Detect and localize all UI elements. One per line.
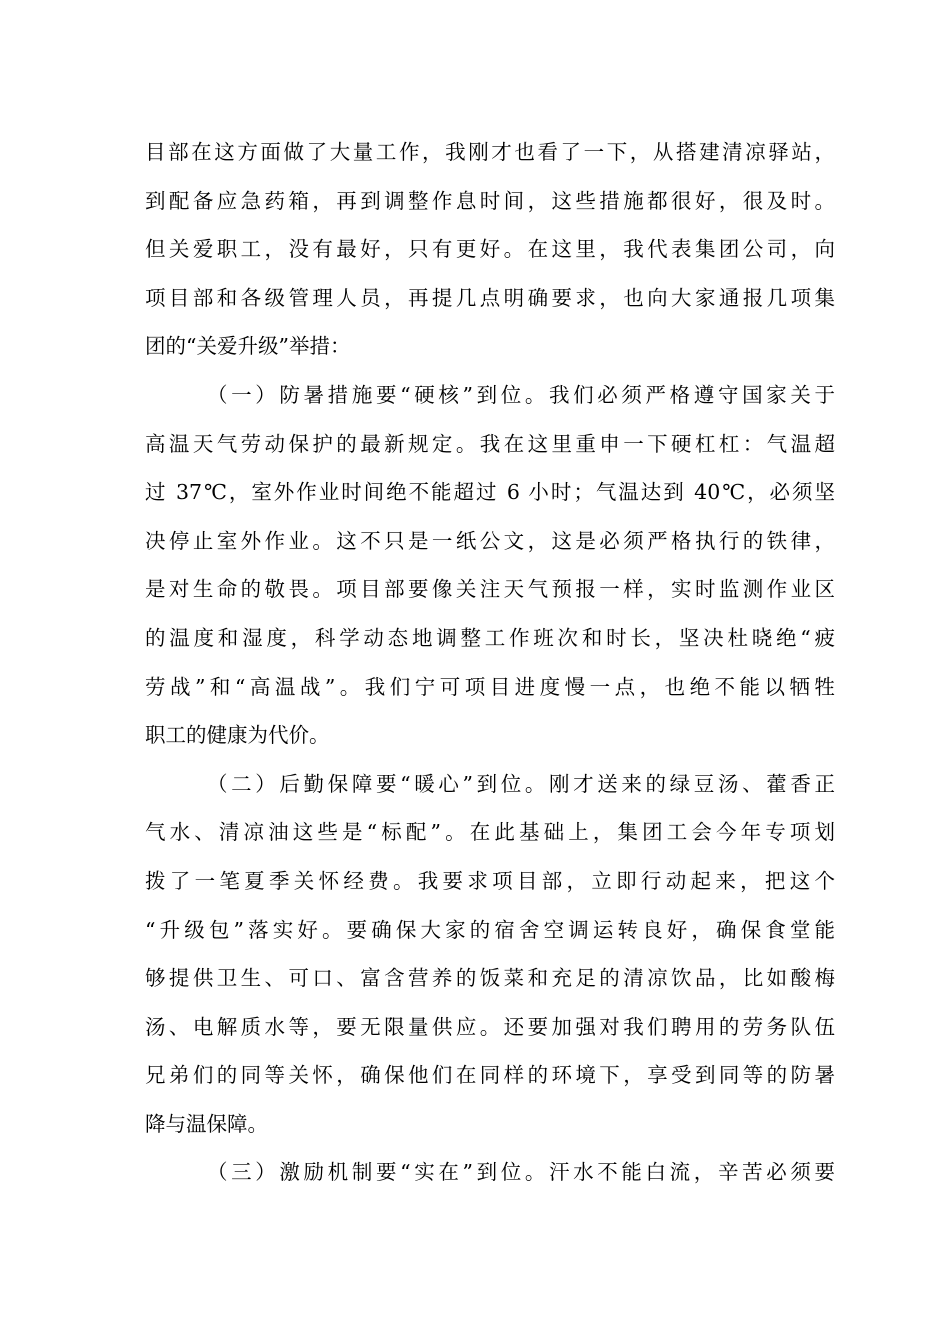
text-line: 职工的健康为代价。	[145, 723, 330, 748]
text-line: （三）激励机制要“实在”到位。汗水不能白流，辛苦必须要	[207, 1160, 835, 1185]
paragraph-section-3	[145, 1148, 835, 1197]
text-line: 兄弟们的同等关怀，确保他们在同样的环境下，享受到同等的防暑	[145, 1063, 835, 1088]
text-line: 的温度和湿度，科学动态地调整工作班次和时长，坚决杜晓绝“疲	[145, 625, 835, 650]
text-line: 劳战”和“高温战”。我们宁可项目进度慢一点，也绝不能以牺牲	[145, 674, 835, 699]
text-line: “升级包”落实好。要确保大家的宿舍空调运转良好，确保食堂能	[145, 917, 835, 942]
text-line: 到配备应急药箱，再到调整作息时间，这些措施都很好，很及时。	[145, 188, 835, 213]
text-line: （一）防暑措施要“硬核”到位。我们必须严格遵守国家关于	[207, 382, 835, 407]
text-line: 汤、电解质水等，要无限量供应。还要加强对我们聘用的劳务队伍	[145, 1014, 835, 1039]
paragraph-section-1	[145, 371, 835, 760]
text-line: 决停止室外作业。这不只是一纸公文，这是必须严格执行的铁律，	[145, 528, 835, 553]
text-line: 够提供卫生、可口、富含营养的饭菜和充足的清凉饮品，比如酸梅	[145, 966, 835, 991]
text-line: 目部在这方面做了大量工作，我刚才也看了一下，从搭建清凉驿站，	[145, 140, 835, 164]
paragraph-intro	[145, 128, 835, 371]
text-line: 气水、清凉油这些是“标配”。在此基础上，集团工会今年专项划	[145, 820, 835, 845]
text-line: 高温天气劳动保护的最新规定。我在这里重申一下硬杠杠：气温超	[145, 431, 835, 456]
text-line: 是对生命的敬畏。项目部要像关注天气预报一样，实时监测作业区	[145, 577, 835, 602]
text-line: 拨了一笔夏季关怀经费。我要求项目部，立即行动起来，把这个	[145, 868, 835, 893]
text-line: （二）后勤保障要“暖心”到位。刚才送来的绿豆汤、藿香正	[207, 771, 835, 796]
text-line: 过 37℃，室外作业时间绝不能超过 6 小时；气温达到 40℃，必须坚	[145, 480, 835, 505]
paragraph-section-2	[145, 760, 835, 1149]
text-line: 项目部和各级管理人员，再提几点明确要求，也向大家通报几项集	[145, 285, 835, 310]
text-line: 团的“关爱升级”举措：	[145, 334, 351, 359]
text-line: 但关爱职工，没有最好，只有更好。在这里，我代表集团公司，向	[145, 237, 835, 262]
text-line: 降与温保障。	[145, 1111, 268, 1136]
document-body	[145, 128, 835, 1197]
